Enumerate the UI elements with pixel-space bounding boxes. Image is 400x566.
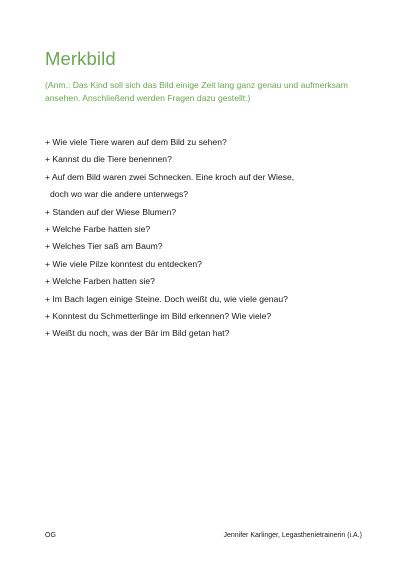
- question-item: + Kannst du die Tiere benennen?: [45, 154, 172, 165]
- question-list: [45, 134, 365, 343]
- footer-left: OG: [45, 532, 56, 539]
- question-item: + Im Bach lagen einige Steine. Doch weißt du, wie viele genau?: [45, 293, 288, 304]
- page-title: Merkbild: [45, 48, 116, 69]
- question-item: + Welche Farben hatten sie?: [45, 276, 155, 287]
- question-item: + Standen auf der Wiese Blumen?: [45, 206, 177, 217]
- question-item: + Weißt du noch, was der Bär im Bild getan hat?: [45, 328, 230, 339]
- question-item: + Welches Tier saß am Baum?: [45, 241, 163, 252]
- question-item: + Auf dem Bild waren zwei Schnecken. Eine kroch auf der Wiese,: [45, 171, 295, 182]
- question-item-continuation: doch wo war die andere unterwegs?: [50, 189, 189, 200]
- question-item: + Konntest du Schmetterlinge im Bild erkennen? Wie viele?: [45, 310, 272, 321]
- instruction-note: (Anm.: Das Kind soll sich das Bild einige Zeit lang ganz genau und aufmerksam ansehen. Anschließend werden Fragen dazu gestellt.): [45, 80, 348, 103]
- question-item: + Wie viele Tiere waren auf dem Bild zu sehen?: [45, 137, 227, 147]
- question-item: + Wie viele Pilze konntest du entdecken?: [45, 258, 202, 269]
- footer-right: Jennifer Karlinger, Legasthenietrainerin (i.A.): [223, 532, 362, 539]
- question-item: + Welche Farbe hatten sie?: [45, 223, 151, 234]
- page-footer: [45, 532, 362, 539]
